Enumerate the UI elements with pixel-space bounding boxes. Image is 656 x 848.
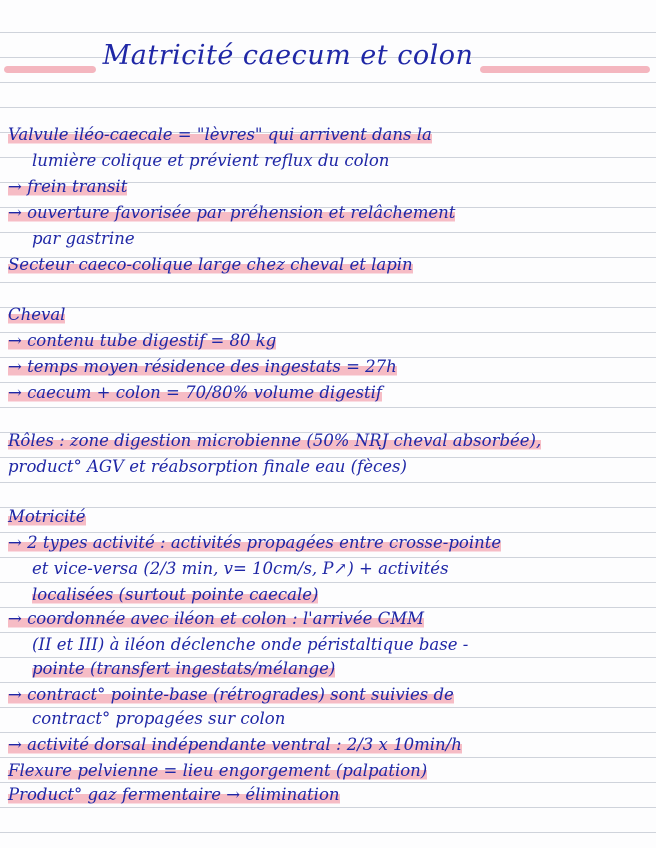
text-line: contract° propagées sur colon <box>32 709 286 728</box>
text-line: → coordonnée avec iléon et colon : l'arrivée CMM <box>8 609 425 628</box>
section-heading: Motricité <box>8 507 86 526</box>
section-heading: Cheval <box>8 305 66 324</box>
text-line: par gastrine <box>32 229 135 248</box>
text-line: pointe (transfert ingestats/mélange) <box>32 659 336 678</box>
text-line: → caecum + colon = 70/80% volume digestif <box>8 383 383 402</box>
text-line: lumière colique et prévient reflux du colon <box>32 151 390 170</box>
text-line: Valvule iléo-caecale = "lèvres" qui arrivent dans la <box>8 125 432 144</box>
text-line: Product° gaz fermentaire → élimination <box>8 785 340 804</box>
text-line: Flexure pelvienne = lieu engorgement (palpation) <box>8 761 428 780</box>
title-highlight-left <box>4 66 96 73</box>
text-line: → contenu tube digestif = 80 kg <box>8 331 277 350</box>
text-line: product° AGV et réabsorption finale eau (fèces) <box>8 457 407 476</box>
title-highlight-right <box>480 66 650 73</box>
text-line: → frein transit <box>8 177 128 196</box>
text-line: → activité dorsal indépendante ventral : 2/3 x 10min/h <box>8 735 462 754</box>
text-line: (II et III) à iléon déclenche onde péristaltique base - <box>32 635 469 654</box>
text-line: → temps moyen résidence des ingestats = 27h <box>8 357 397 376</box>
title-block <box>0 40 656 80</box>
text-line: Rôles : zone digestion microbienne (50% NRJ cheval absorbée), <box>8 431 542 450</box>
page-title: Matricité caecum et colon <box>102 40 474 71</box>
text-line: → 2 types activité : activités propagées entre crosse-pointe <box>8 533 502 552</box>
text-line: → ouverture favorisée par préhension et relâchement <box>8 203 456 222</box>
text-line: Secteur caeco-colique large chez cheval et lapin <box>8 255 413 274</box>
text-line: et vice-versa (2/3 min, v= 10cm/s, P↗) + activités <box>32 559 449 578</box>
text-line: → contract° pointe-base (rétrogrades) sont suivies de <box>8 685 454 704</box>
text-line: localisées (surtout pointe caecale) <box>32 585 319 604</box>
